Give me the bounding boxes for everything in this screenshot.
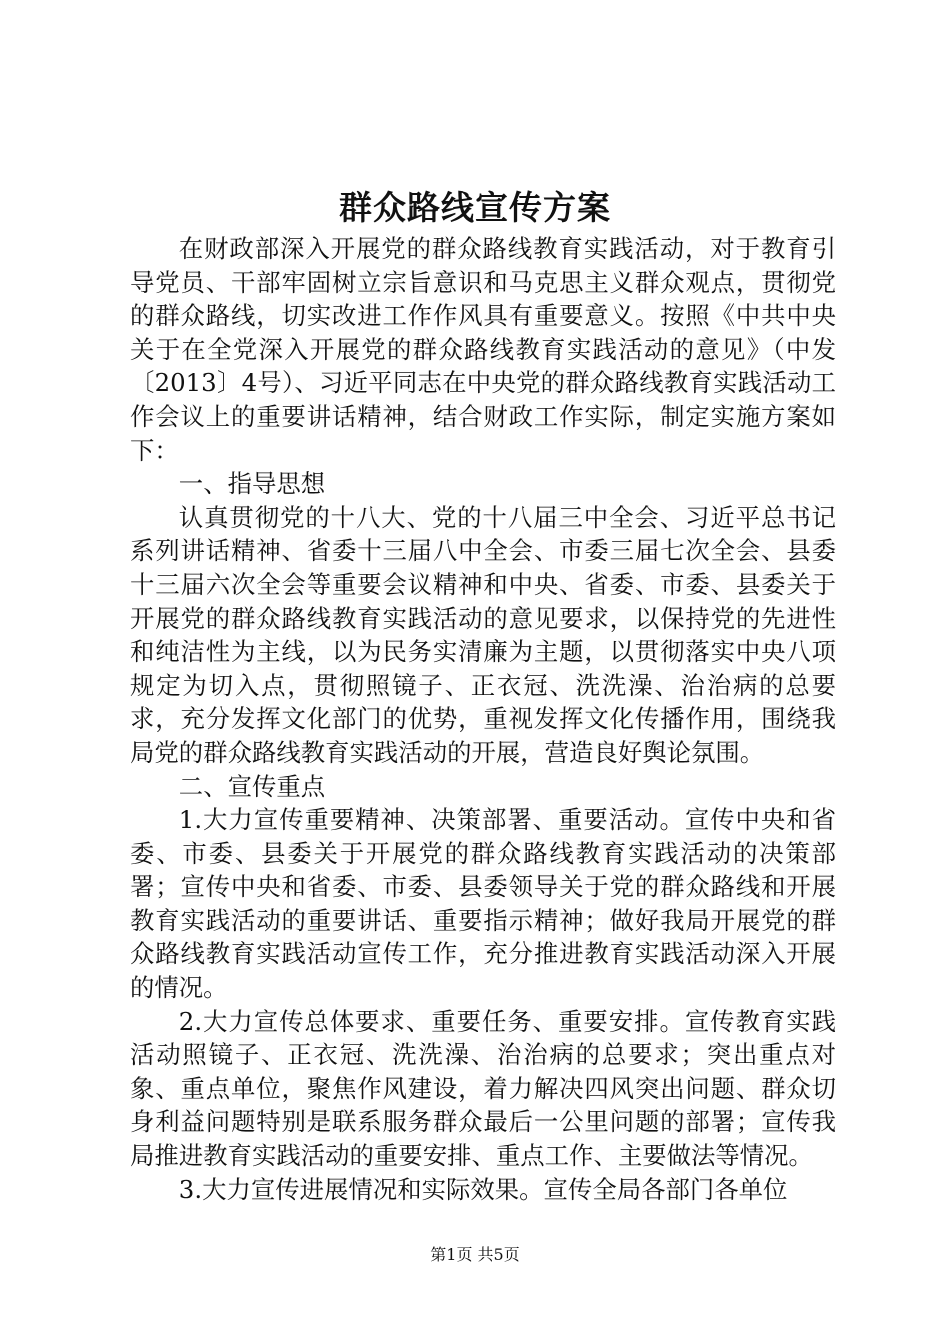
paragraph-focus-2: 2.大力宣传总体要求、重要任务、重要安排。宣传教育实践活动照镜子、正衣冠、洗洗澡、治治病的总要求；突出重点对象、重点单位，聚焦作风建设，着力解决四风突出问题、群众切身利益问题特别是联系服务群众最后一公里问题的部署；宣传我局推进教育实践活动的重要安排、重点工作、主要做法等情况。 [130,1006,836,1171]
paragraph-focus-3: 3.大力宣传进展情况和实际效果。宣传全局各部门各单位 [178,1174,788,1204]
paragraph-guiding-thought: 认真贯彻党的十八大、党的十八届三中全会、习近平总书记系列讲话精神、省委十三届八中全会、市委三届七次全会、县委十三届六次全会等重要会议精神和中央、省委、市委、县委关于开展党的群众路线教育实践活动的意见要求，以保持党的先进性和纯洁性为主线，以为民务实清廉为主题，以贯彻落实中央八项规定为切入点，贯彻照镜子、正衣冠、洗洗澡、治治病的总要求，充分发挥文化部门的优势，重视发挥文化传播作用，围绕我局党的群众路线教育实践活动的开展，营造良好舆论氛围。 [130,502,836,767]
section-heading-publicity-focus: 二、宣传重点 [178,771,326,801]
document-body [130,232,836,1206]
page-number-footer: 第1页 共5页 [430,1245,520,1264]
document-title: 群众路线宣传方案 [339,188,611,227]
paragraph-focus-1: 1.大力宣传重要精神、决策部署、重要活动。宣传中央和省委、市委、县委关于开展党的群众路线教育实践活动的决策部署；宣传中央和省委、市委、县委领导关于党的群众路线和开展教育实践活动的重要讲话、重要指示精神；做好我局开展党的群众路线教育实践活动宣传工作，充分推进教育实践活动深入开展的情况。 [130,805,836,1003]
paragraph-intro: 在财政部深入开展党的群众路线教育实践活动，对于教育引导党员、干部牢固树立宗旨意识和马克思主义群众观点，贯彻党的群众路线，切实改进工作作风具有重要意义。按照《中共中央关于在全党深入开展党的群众路线教育实践活动的意见》（中发〔2013〕4号）、习近平同志在中央党的群众路线教育实践活动工作会议上的重要讲话精神，结合财政工作实际，制定实施方案如下： [130,234,836,465]
section-heading-guiding-thought: 一、指导思想 [178,469,326,499]
